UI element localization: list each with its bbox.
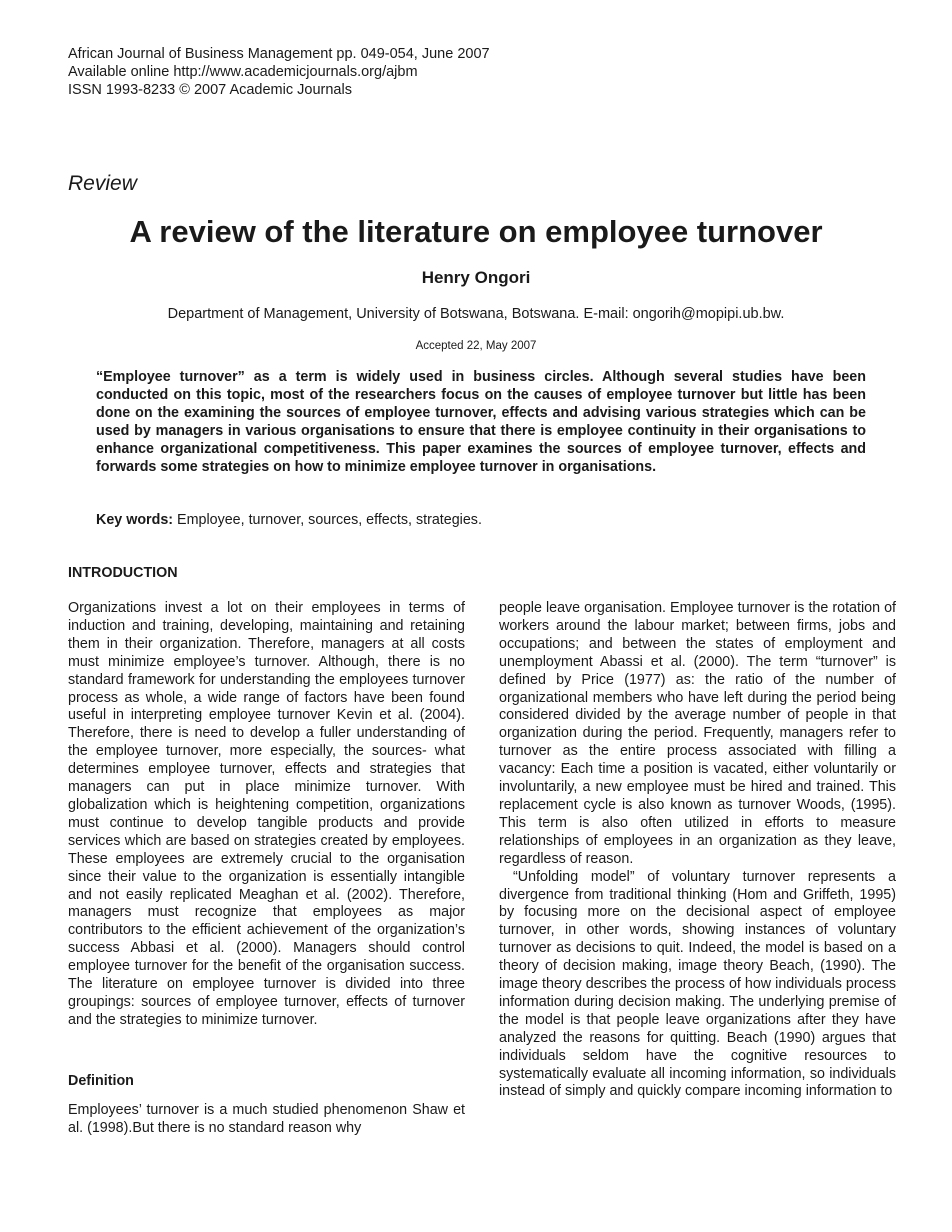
definition-paragraph: Employees’ turnover is a much studied phenomenon Shaw et al. (1998).But there is no standard reason why bbox=[68, 1102, 465, 1136]
article-type: Review bbox=[68, 172, 137, 195]
keywords-list: Employee, turnover, sources, effects, strategies. bbox=[177, 512, 482, 528]
right-column bbox=[499, 600, 896, 1101]
author-affiliation: Department of Management, University of Botswana, Botswana. E-mail: ongorih@mopipi.ub.bw. bbox=[167, 306, 785, 322]
abstract: “Employee turnover” as a term is widely used in business circles. Although several studies have been conducted on this topic, most of the researchers focus on the causes of employee turnover but little has been done on the examining the sources of employee turnover, effects and advising various strategies which can be used by managers in various organisations to ensure that there is employee continuity in their organisations to enhance organizational competitiveness. This paper examines the sources of employee turnover, effects and forwards some strategies on how to minimize employee turnover in organisations. bbox=[96, 369, 866, 475]
journal-citation: African Journal of Business Management pp. 049-054, June 2007 bbox=[68, 46, 490, 62]
right-paragraph-1: people leave organisation. Employee turnover is the rotation of workers around the labour market; between firms, jobs and occupations; and between the states of employment and unemployment Abassi et al. (2000). The term “turnover” is defined by Price (1977) as: the ratio of the number of organizational members who have left during the period being considered divided by the average number of people in that organization during the period. Frequently, managers refer to turnover as the entire process associated with filling a vacancy: Each time a position is vacated, either voluntarily or involuntarily, a new employee must be hired and trained. This replacement cycle is also known as turnover Woods, (1995). This term is also often utilized in efforts to measure relationships of employees in an organization as they leave, regardless of reason. bbox=[499, 600, 896, 867]
left-column bbox=[68, 600, 465, 1030]
right-paragraph-2: “Unfolding model” of voluntary turnover represents a divergence from traditional thinking (Hom and Griffeth, 1995) by focusing more on the decisional aspect of employee turnover, in other words, showing instances of voluntary turnover as decisions to quit. Indeed, the model is based on a theory of decision making, image theory Beach, (1990). The image theory describes the process of how individuals process information during decision making. The underlying premise of the model is that people leave organizations after they have analyzed the reasons for quitting. Beach (1990) argues that individuals seldom have the cognitive resources to systematically evaluate all incoming information, so individuals instead of simply and quickly compare incoming information to bbox=[499, 868, 896, 1100]
accepted-date: Accepted 22, May 2007 bbox=[415, 340, 537, 352]
article-author: Henry Ongori bbox=[421, 268, 531, 287]
intro-paragraph: Organizations invest a lot on their employees in terms of induction and training, developing, maintaining and retaining them in their organization. Therefore, managers at all costs must minimize employee’s turnover. Although, there is no standard framework for understanding the employees turnover process as whole, a wide range of factors have been found useful in interpreting employee turnover Kevin et al. (2004). Therefore, there is need to develop a fuller understanding of the employee turnover, more especially, the sources- what determines employee turnover, effects and strategies that managers can put in place minimize turnover. With globalization which is heightening competition, organizations must continue to develop tangible products and provide services which are based on strategies created by employees. These employees are extremely crucial to the organisation since their value to the organization is essentially intangible and not easily replicated Meaghan et al. (2002). Therefore, managers must recognize that employees as major contributors to the efficient achievement of the organization’s success Abbasi et al. (2000). Managers should control employee turnover for the benefit of the organisation success. The literature on employee turnover is divided into three groupings: sources of employee turnover, effects of turnover and the strategies to minimize turnover. bbox=[68, 600, 465, 1028]
journal-issn: ISSN 1993-8233 © 2007 Academic Journals bbox=[68, 82, 352, 98]
keywords bbox=[96, 511, 866, 529]
journal-online-url: Available online http://www.academicjournals.org/ajbm bbox=[68, 64, 418, 80]
article-title: A review of the literature on employee turnover bbox=[129, 214, 823, 249]
definition-heading: Definition bbox=[68, 1073, 134, 1089]
introduction-heading: INTRODUCTION bbox=[68, 565, 178, 581]
keywords-label: Key words: bbox=[96, 512, 174, 528]
left-column-definition bbox=[68, 1102, 465, 1138]
journal-header bbox=[68, 45, 490, 99]
